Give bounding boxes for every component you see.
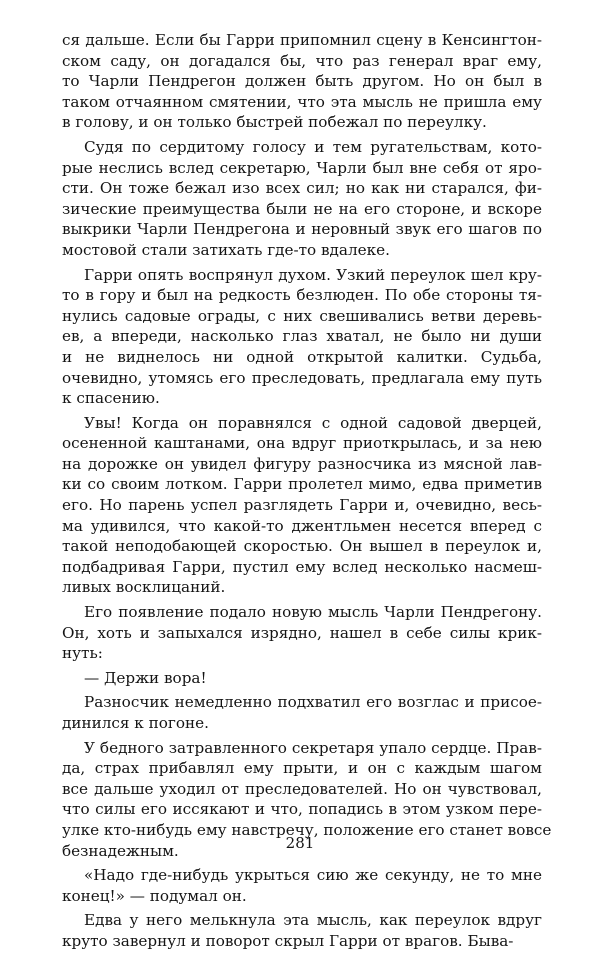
text-line: безнадежным. [62, 841, 179, 860]
text-line: конец!» — подумал он. [62, 886, 247, 905]
text-line: рые неслись вслед секретарю, Чарли был вне себя от яро- [62, 158, 542, 177]
text-line: осененной каштанами, она вдруг приоткрылась, и за нею [62, 434, 542, 453]
text-line: да, страх прибавлял ему прыти, и он с каждым шагом [62, 759, 542, 778]
text-line: таком отчаянном смятении, что эта мысль не пришла ему [62, 92, 542, 111]
text-line: нулись садовые ограды, с них свешивались ветви деревь- [62, 306, 542, 325]
text-line: ев, а впереди, насколько глаз хватал, не было ни души [62, 327, 542, 346]
text-line: выкрики Чарли Пендрегона и неровный звук его шагов по [62, 220, 542, 239]
page-number: 281 [285, 834, 315, 852]
text-line: то Чарли Пендрегон должен быть другом. Но он был в [62, 72, 542, 91]
text-line: ся дальше. Если бы Гарри припомнил сцену в Кенсингтон- [62, 31, 542, 49]
text-line: Его появление подало новую мысль Чарли Пендрегону. [84, 603, 542, 622]
paragraph [62, 30, 542, 133]
text-line: мостовой стали затихать где-то вдалеке. [62, 240, 390, 259]
text-line: и не виднелось ни одной открытой калитки. Судьба, [62, 347, 542, 366]
text-line: что силы его иссякают и что, попадись в этом узком пере- [62, 800, 542, 819]
paragraph [62, 910, 542, 951]
text-line: — Держи вора! [84, 668, 207, 687]
text-line: Увы! Когда он поравнялся с одной садовой дверцей, [84, 413, 542, 432]
paragraph [62, 413, 542, 598]
text-line: Он, хоть и запыхался изрядно, нашел в себе силы крик- [62, 623, 542, 642]
paragraph [62, 137, 542, 261]
text-line: У бедного затравленного секретаря упало сердце. Прав- [84, 738, 542, 757]
text-line: «Надо где-нибудь укрыться сию же секунду, не то мне [84, 866, 542, 885]
text-line: все дальше уходил от преследователей. Но он чувствовал, [62, 779, 542, 798]
text-line: ма удивился, что какой-то джентльмен несется вперед с [62, 516, 542, 535]
text-line: ливых восклицаний. [62, 578, 226, 597]
text-line: зические преимущества были не на его стороне, и вскоре [62, 199, 542, 218]
page-body [62, 30, 552, 956]
text-line: Гарри опять воспрянул духом. Узкий переулок шел кру- [84, 265, 542, 284]
text-line: к спасению. [62, 389, 160, 408]
text-line: ском саду, он догадался бы, что раз генерал враг ему, [62, 51, 542, 70]
text-line: круто завернул и поворот скрыл Гарри от врагов. Бывa- [62, 931, 514, 950]
text-line: ки со своим лотком. Гарри пролетел мимо, едва приметив [62, 475, 542, 494]
text-line: Едва у него мелькнула эта мысль, как переулок вдруг [84, 911, 542, 930]
text-line: динился к погоне. [62, 714, 209, 732]
text-line: очевидно, утомясь его преследовать, предлагала ему путь [62, 368, 542, 387]
text-line: Судя по сердитому голосу и тем ругательствам, кото- [84, 137, 542, 156]
text-line: подбадривая Гарри, пустил ему вслед несколько насмеш- [62, 557, 542, 576]
text-line: его. Но парень успел разглядеть Гарри и, очевидно, весь- [62, 496, 542, 515]
text-line: нуть: [62, 644, 103, 663]
text-line: в голову, и он только быстрей побежал по переулку. [62, 113, 487, 132]
text-line: сти. Он тоже бежал изо всех сил; но как ни старался, фи- [62, 179, 542, 198]
text-line: то в гору и был на редкость безлюден. По обе стороны тя- [62, 286, 542, 305]
text-line: такой неподобающей скоростью. Он вышел в переулок и, [62, 537, 542, 556]
text-line: Разносчик немедленно подхватил его возглас и присое- [84, 693, 542, 712]
paragraph [62, 265, 542, 409]
text-line: на дорожке он увидел фигуру разносчика из мясной лав- [62, 454, 542, 473]
paragraph [62, 668, 542, 689]
paragraph [62, 692, 542, 733]
text-line: улке кто-нибудь ему навстречу, положение его станет вовсе [62, 820, 552, 839]
paragraph [62, 865, 542, 906]
paragraph [62, 602, 542, 664]
